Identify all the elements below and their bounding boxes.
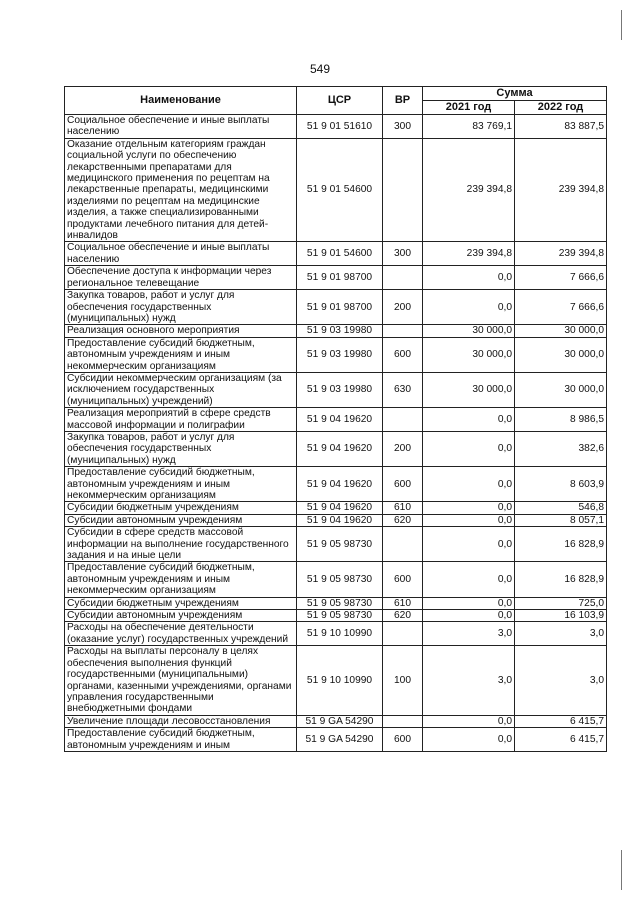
table-row [65,646,607,715]
budget-table [64,86,607,752]
cell-name: Предоставление субсидий бюджетным, автономным учреждениям и иным некоммерческим организациям [65,467,297,502]
cell-csr: 51 9 03 19980 [297,337,383,372]
cell-vr [383,138,423,242]
table-row [65,372,607,407]
header-sum: Сумма [423,87,607,101]
cell-vr [383,266,423,290]
cell-name: Реализация мероприятий в сфере средств массовой информации и полиграфии [65,408,297,432]
table-row [65,622,607,646]
cell-y2022: 7 666,6 [515,266,607,290]
cell-vr: 600 [383,728,423,752]
cell-y2021: 3,0 [423,622,515,646]
cell-csr: 51 9 05 98730 [297,562,383,597]
cell-csr: 51 9 01 98700 [297,290,383,325]
cell-vr: 100 [383,646,423,715]
cell-y2021: 0,0 [423,467,515,502]
header-csr: ЦСР [297,87,383,115]
table-row [65,290,607,325]
cell-vr [383,715,423,727]
cell-csr: 51 9 05 98730 [297,527,383,562]
table-row [65,266,607,290]
cell-y2022: 6 415,7 [515,728,607,752]
cell-csr: 51 9 03 19980 [297,372,383,407]
table-row [65,325,607,337]
cell-name: Обеспечение доступа к информации через региональное телевещание [65,266,297,290]
cell-y2021: 0,0 [423,728,515,752]
cell-vr: 620 [383,610,423,622]
cell-vr: 300 [383,242,423,266]
header-name: Наименование [65,87,297,115]
table-row [65,467,607,502]
cell-csr: 51 9 04 19620 [297,467,383,502]
table-row [65,408,607,432]
margin-mark-bottom [621,850,622,890]
cell-vr: 630 [383,372,423,407]
page-number: 549 [309,62,331,76]
table-row [65,337,607,372]
cell-name: Оказание отдельным категориям граждан социальной услуги по обеспечению лекарственными препаратами для медицинского применения по рецептам на лекарственные препараты, медицинскими изделиями по рецептам на медицинские изделия, а также специализированными продуктами лечебного питания для детей-инвалидов [65,138,297,242]
cell-csr: 51 9 04 19620 [297,408,383,432]
cell-y2022: 8 603,9 [515,467,607,502]
cell-name: Субсидии бюджетным учреждениям [65,502,297,514]
cell-y2021: 0,0 [423,514,515,526]
cell-name: Реализация основного мероприятия [65,325,297,337]
cell-csr: 51 9 10 10990 [297,646,383,715]
cell-csr: 51 9 05 98730 [297,610,383,622]
cell-csr: 51 9 01 98700 [297,266,383,290]
cell-y2021: 239 394,8 [423,242,515,266]
cell-y2022: 83 887,5 [515,115,607,139]
cell-y2022: 16 828,9 [515,527,607,562]
cell-y2022: 30 000,0 [515,372,607,407]
cell-y2021: 0,0 [423,502,515,514]
cell-csr: 51 9 01 51610 [297,115,383,139]
cell-y2022: 725,0 [515,597,607,609]
cell-y2022: 239 394,8 [515,138,607,242]
cell-name: Предоставление субсидий бюджетным, автономным учреждениям и иным некоммерческим организациям [65,562,297,597]
cell-name: Предоставление субсидий бюджетным, автономным учреждениям и иным некоммерческим организациям [65,337,297,372]
cell-y2022: 8 057,1 [515,514,607,526]
cell-y2021: 30 000,0 [423,325,515,337]
cell-vr [383,408,423,432]
cell-y2021: 0,0 [423,562,515,597]
cell-csr: 51 9 05 98730 [297,597,383,609]
cell-name: Субсидии автономным учреждениям [65,514,297,526]
table-row [65,138,607,242]
margin-mark-top [621,10,622,40]
table-row [65,715,607,727]
cell-y2022: 3,0 [515,646,607,715]
table-row [65,562,607,597]
cell-y2022: 16 103,9 [515,610,607,622]
cell-vr [383,622,423,646]
table-row [65,728,607,752]
cell-vr: 600 [383,562,423,597]
cell-csr: 51 9 04 19620 [297,431,383,466]
cell-name: Предоставление субсидий бюджетным, автономным учреждениям и иным [65,728,297,752]
cell-y2022: 16 828,9 [515,562,607,597]
cell-name: Социальное обеспечение и иные выплаты населению [65,242,297,266]
cell-vr: 200 [383,290,423,325]
cell-y2022: 30 000,0 [515,325,607,337]
cell-vr [383,527,423,562]
cell-vr [383,325,423,337]
cell-csr: 51 9 04 19620 [297,514,383,526]
cell-name: Субсидии некоммерческим организациям (за исключением государственных (муниципальных) учреждений) [65,372,297,407]
cell-y2021: 3,0 [423,646,515,715]
cell-y2021: 0,0 [423,715,515,727]
cell-y2022: 8 986,5 [515,408,607,432]
cell-y2021: 239 394,8 [423,138,515,242]
cell-y2021: 0,0 [423,408,515,432]
header-year-2021: 2021 год [423,101,515,115]
cell-vr: 610 [383,502,423,514]
cell-name: Увеличение площади лесовосстановления [65,715,297,727]
cell-vr: 300 [383,115,423,139]
cell-name: Субсидии автономным учреждениям [65,610,297,622]
cell-y2021: 83 769,1 [423,115,515,139]
table-row [65,597,607,609]
cell-csr: 51 9 04 19620 [297,502,383,514]
table-row [65,527,607,562]
table-row [65,242,607,266]
cell-vr: 600 [383,337,423,372]
cell-csr: 51 9 01 54600 [297,138,383,242]
cell-csr: 51 9 03 19980 [297,325,383,337]
cell-y2022: 546,8 [515,502,607,514]
cell-y2022: 6 415,7 [515,715,607,727]
table-row [65,115,607,139]
cell-y2021: 0,0 [423,610,515,622]
header-vr: ВР [383,87,423,115]
cell-name: Закупка товаров, работ и услуг для обеспечения государственных (муниципальных) нужд [65,290,297,325]
cell-name: Субсидии в сфере средств массовой информации на выполнение государственного задания и на иные цели [65,527,297,562]
cell-y2021: 30 000,0 [423,372,515,407]
cell-csr: 51 9 GA 54290 [297,728,383,752]
cell-y2022: 382,6 [515,431,607,466]
cell-y2021: 0,0 [423,266,515,290]
cell-y2021: 0,0 [423,290,515,325]
header-year-2022: 2022 год [515,101,607,115]
cell-y2022: 239 394,8 [515,242,607,266]
cell-name: Расходы на обеспечение деятельности (оказание услуг) государственных учреждений [65,622,297,646]
table-row [65,502,607,514]
cell-vr: 600 [383,467,423,502]
cell-y2021: 0,0 [423,431,515,466]
table-row [65,514,607,526]
cell-vr: 200 [383,431,423,466]
cell-csr: 51 9 01 54600 [297,242,383,266]
cell-vr: 610 [383,597,423,609]
cell-y2022: 30 000,0 [515,337,607,372]
cell-name: Социальное обеспечение и иные выплаты населению [65,115,297,139]
cell-y2022: 7 666,6 [515,290,607,325]
cell-y2022: 3,0 [515,622,607,646]
table-row [65,431,607,466]
table-row [65,610,607,622]
cell-name: Расходы на выплаты персоналу в целях обеспечения выполнения функций государственными (муниципальными) органами, казенными учреждениями, органами управления государственными внебюджетными фондами [65,646,297,715]
cell-csr: 51 9 10 10990 [297,622,383,646]
cell-y2021: 0,0 [423,527,515,562]
cell-y2021: 0,0 [423,597,515,609]
cell-name: Субсидии бюджетным учреждениям [65,597,297,609]
cell-name: Закупка товаров, работ и услуг для обеспечения государственных (муниципальных) нужд [65,431,297,466]
cell-y2021: 30 000,0 [423,337,515,372]
cell-vr: 620 [383,514,423,526]
cell-csr: 51 9 GA 54290 [297,715,383,727]
